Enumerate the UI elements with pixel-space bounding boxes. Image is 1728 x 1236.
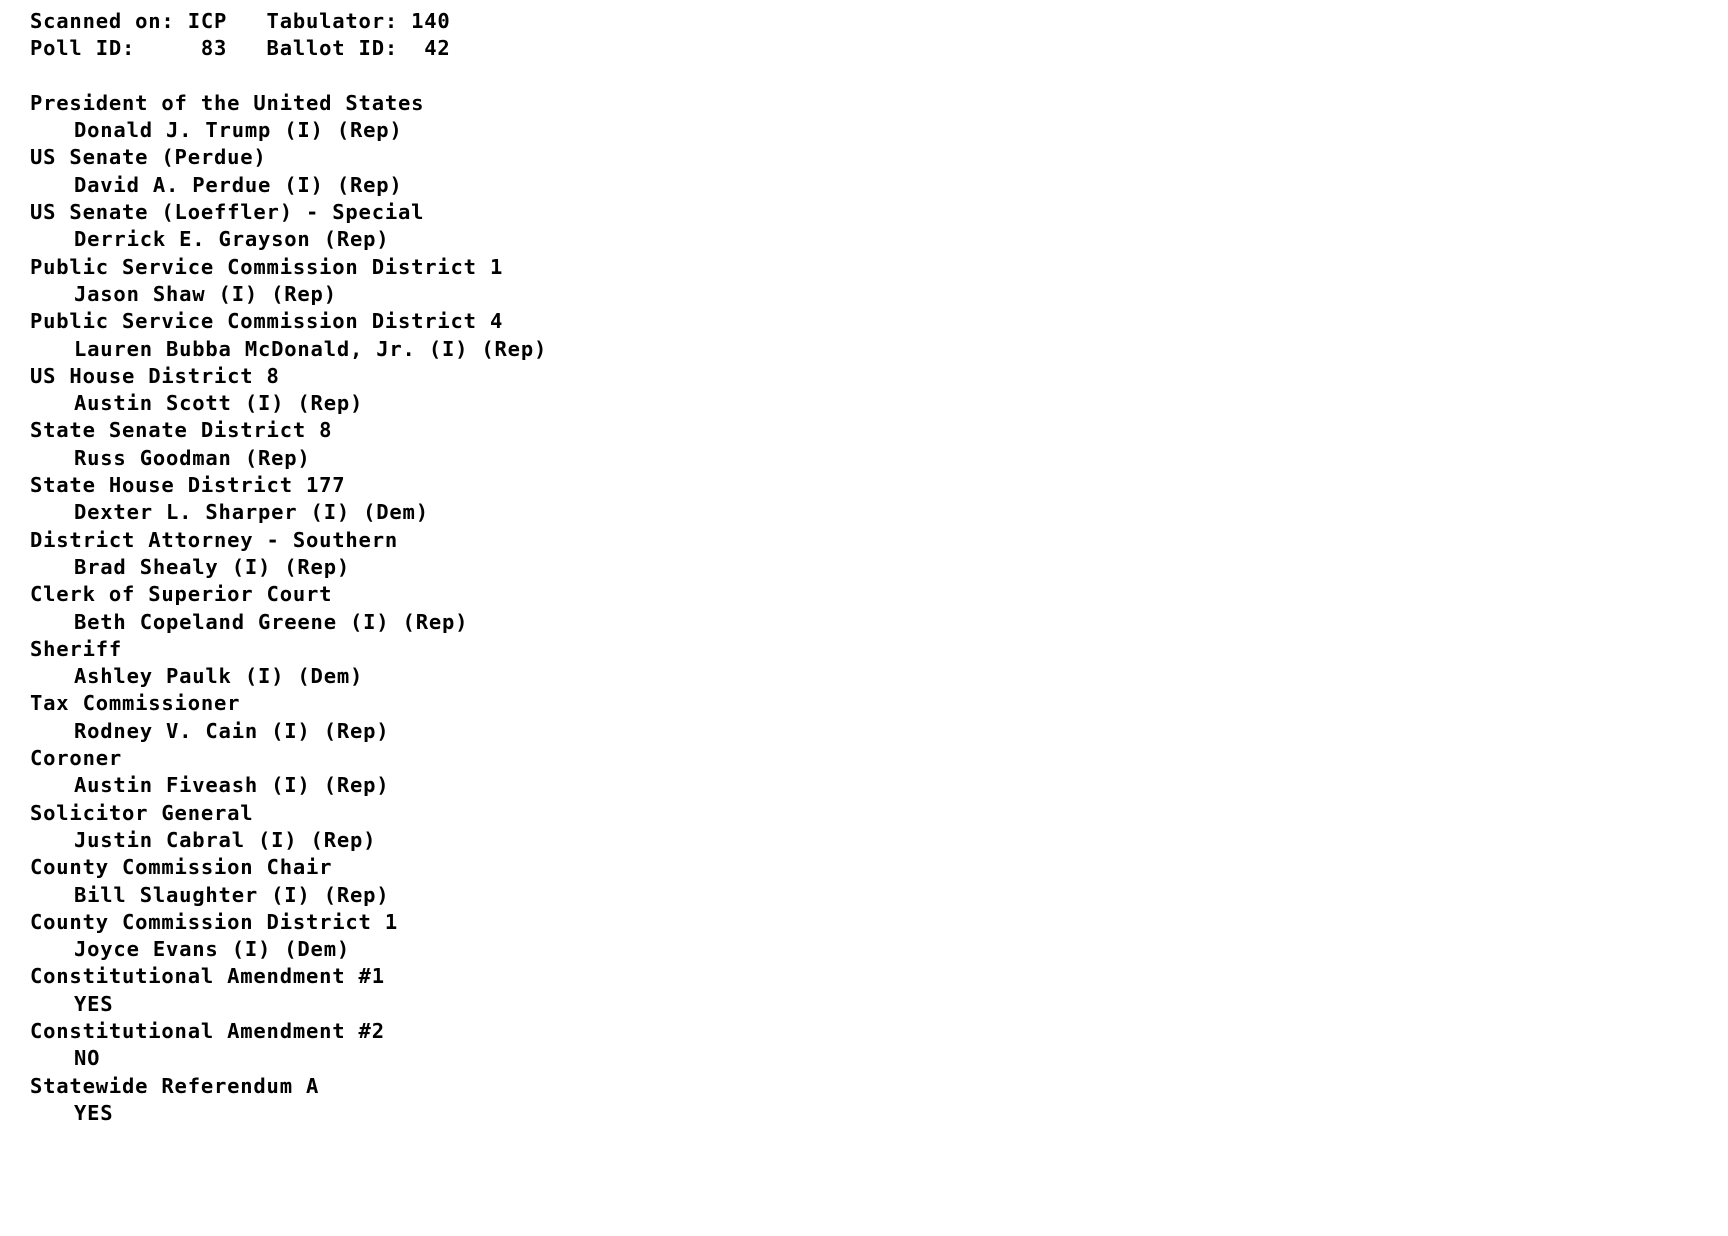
contest-title: State House District 177 bbox=[30, 473, 346, 498]
contest-title: Solicitor General bbox=[30, 800, 254, 825]
contest-title: District Attorney - Southern bbox=[30, 527, 398, 552]
contest-selection: YES bbox=[74, 991, 114, 1016]
contest-selection: Dexter L. Sharper (I) (Dem) bbox=[74, 500, 429, 525]
contest-title: Public Service Commission District 1 bbox=[30, 254, 504, 279]
contest-selection: Donald J. Trump (I) (Rep) bbox=[74, 118, 403, 143]
contest-title: County Commission District 1 bbox=[30, 909, 398, 934]
contest-selection: Jason Shaw (I) (Rep) bbox=[74, 281, 337, 306]
contest-title: State Senate District 8 bbox=[30, 418, 333, 443]
contest-selection: Austin Fiveash (I) (Rep) bbox=[74, 773, 390, 798]
contest-title: Coroner bbox=[30, 746, 122, 771]
poll-ballot-id-line: Poll ID: 83 Ballot ID: 42 bbox=[30, 36, 451, 61]
contest-title: Public Service Commission District 4 bbox=[30, 309, 504, 334]
contest-selection: YES bbox=[74, 1100, 114, 1125]
contest-list bbox=[30, 90, 1728, 1127]
scanner-info-line: Scanned on: ICP Tabulator: 140 bbox=[30, 9, 451, 33]
contest-selection: Ashley Paulk (I) (Dem) bbox=[74, 664, 364, 689]
contest-selection: NO bbox=[74, 1046, 101, 1071]
contest-selection: Joyce Evans (I) (Dem) bbox=[74, 937, 350, 962]
contest-selection: Russ Goodman (Rep) bbox=[74, 445, 311, 470]
contest-selection: Beth Copeland Greene (I) (Rep) bbox=[74, 609, 469, 634]
contest-title: Sheriff bbox=[30, 636, 122, 661]
header-spacer bbox=[30, 63, 1728, 90]
contest-title: Clerk of Superior Court bbox=[30, 582, 333, 607]
contest-title: President of the United States bbox=[30, 90, 425, 115]
contest-title: Tax Commissioner bbox=[30, 691, 241, 716]
contest-title: Statewide Referendum A bbox=[30, 1073, 320, 1098]
contest-title: US Senate (Loeffler) - Special bbox=[30, 200, 425, 225]
contest-title: Constitutional Amendment #2 bbox=[30, 1018, 385, 1043]
contest-selection: Justin Cabral (I) (Rep) bbox=[74, 827, 377, 852]
contest-selection: Derrick E. Grayson (Rep) bbox=[74, 227, 390, 252]
contest-selection: Lauren Bubba McDonald, Jr. (I) (Rep) bbox=[74, 336, 548, 361]
contest-title: Constitutional Amendment #1 bbox=[30, 964, 385, 989]
contest-selection: Bill Slaughter (I) (Rep) bbox=[74, 882, 390, 907]
contest-selection: David A. Perdue (I) (Rep) bbox=[74, 172, 403, 197]
contest-selection: Rodney V. Cain (I) (Rep) bbox=[74, 718, 390, 743]
contest-title: US House District 8 bbox=[30, 363, 280, 388]
contest-selection: Brad Shealy (I) (Rep) bbox=[74, 554, 350, 579]
contest-title: US Senate (Perdue) bbox=[30, 145, 267, 170]
contest-selection: Austin Scott (I) (Rep) bbox=[74, 391, 364, 416]
contest-title: County Commission Chair bbox=[30, 855, 333, 880]
